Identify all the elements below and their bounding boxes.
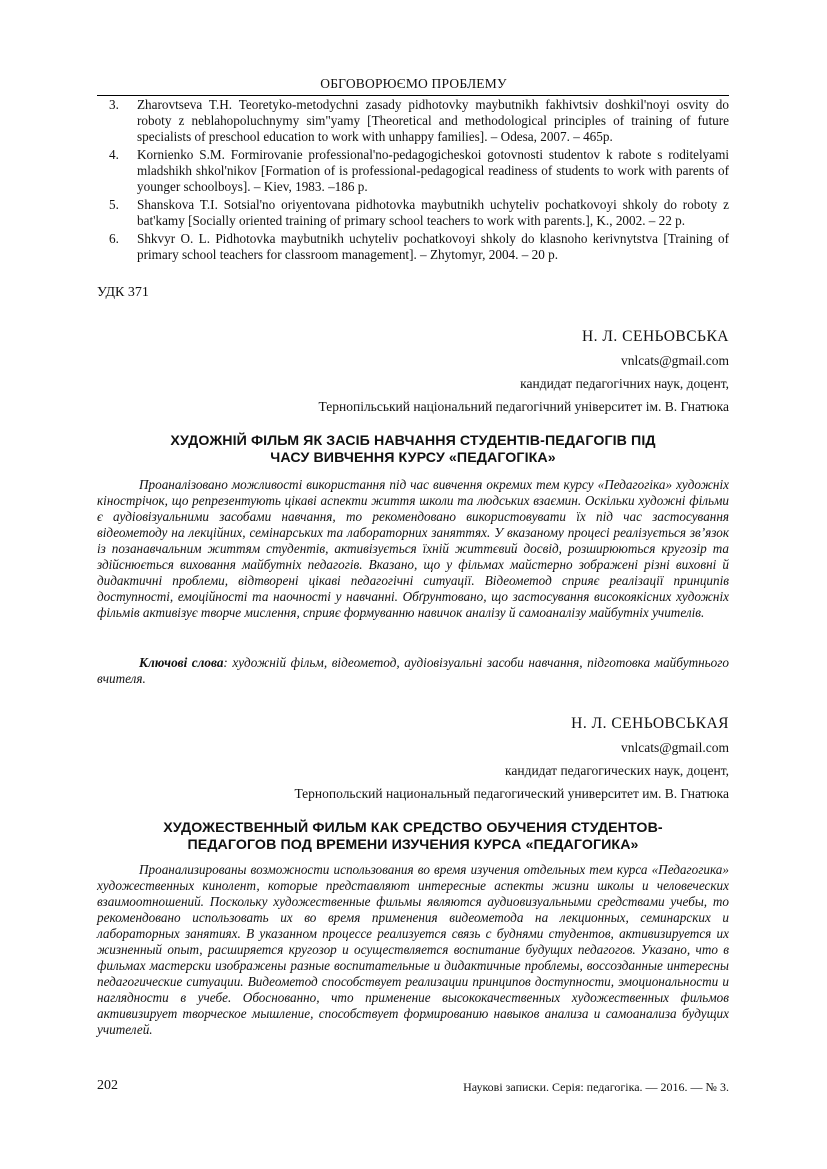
author-affiliation: Тернопольский национальный педагогический университет им. В. Гнатюка bbox=[294, 786, 729, 801]
author-block-ua bbox=[97, 328, 729, 422]
running-header: ОБГОВОРЮЄМО ПРОБЛЕМУ bbox=[320, 76, 507, 91]
journal-footer: Наукові записки. Серія: педагогіка. — 2016. — № 3. bbox=[463, 1080, 729, 1094]
article-title-ua bbox=[97, 433, 729, 467]
reference-text: Shkvyr O. L. Pidhotovka maybutnikh uchyteliv pochatkovoyi shkoly do klasnoho kerivnytstva [Training of primary school teachers for classroom management]. – Zhytomyr, 2004. – 20 p. bbox=[137, 231, 729, 262]
abstract-ru: Проанализированы возможности использования во время изучения отдельных тем курса «Педагогика» художественных кинолент, которые представляют интересные аспекты жизни школы и человеческих взаимоотношений. Поскольку художественные фильмы являются аудиовизуальными средствами учебы, то рекомендовано использовать их во время применения видеометода на лекционных, семинарских и лабораторных занятиях. В указанном процессе реализуется связь с буднями студентов, активизируется их жизненный опыт, расширяется кругозор и осуществляется воспитание будущих педагогов. Указано, что в фильмах мастерски изображены разные воспитательные и дидактичные проблемы, воссозданные интересны педагогические ситуации. Видеометод способствует реализации принципов доступности, эмоциональности и наглядности в учебе. Обоснованно, что применение высококачественных художественных фильмов активизирует творческое мышление, способствует формированию навыков анализа и самоанализа будущих учителей. bbox=[97, 862, 729, 1037]
header-rule bbox=[97, 95, 729, 96]
title-line: ХУДОЖНІЙ ФІЛЬМ ЯК ЗАСІБ НАВЧАННЯ СТУДЕНТІВ-ПЕДАГОГІВ ПІД bbox=[170, 433, 656, 449]
author-name: Н. Л. СЕНЬОВСЬКА bbox=[581, 328, 729, 345]
author-block-ru bbox=[97, 715, 729, 809]
article-title-ru bbox=[97, 820, 729, 854]
abstract-ua: Проаналізовано можливості використання під час вивчення окремих тем курсу «Педагогіка» художніх кінострічок, що репрезентують цікаві аспекти життя школи та людських взаємин. Оскільки художні фільми є аудіовізуальними засобами навчання, то рекомендовано використовувати їх під час застосування відеометоду на лекційних, семінарських та лабораторних заняттях. У вказаному процесі реалізується зв’язок із позанавчальним життям студентів, активізується їхній життєвий досвід, розширюються кругозір та здійснюється виховання майбутніх педагогів. Вказано, що у фільмах майстерно зображені різні виховні й дидактичні проблеми, відтворені цікаві педагогічні ситуації. Відеометод сприяє реалізації принципів доступності, емоційності та наочності у навчанні. Обґрунтовано, що застосування високоякісних художніх фільмів активізує творче мислення, сприяє формуванню навичок аналізу й самоаналізу майбутніх учителів. bbox=[97, 477, 729, 620]
keywords-ua bbox=[97, 655, 729, 687]
udc-code: УДК 371 bbox=[97, 285, 149, 300]
title-line: ПЕДАГОГОВ ПОД ВРЕМЕНИ ИЗУЧЕНИЯ КУРСА «ПЕДАГОГИКА» bbox=[187, 837, 639, 853]
reference-item bbox=[97, 197, 729, 229]
keywords-label: Ключові слова bbox=[139, 655, 224, 670]
reference-number: 4. bbox=[109, 147, 119, 162]
reference-number: 3. bbox=[109, 97, 119, 112]
reference-item bbox=[97, 97, 729, 145]
author-degree: кандидат педагогических наук, доцент, bbox=[505, 763, 729, 778]
reference-item bbox=[97, 231, 729, 263]
author-degree: кандидат педагогічних наук, доцент, bbox=[520, 376, 729, 391]
reference-number: 5. bbox=[109, 197, 119, 212]
author-email: vnlcats@gmail.com bbox=[620, 353, 729, 368]
page-number: 202 bbox=[97, 1078, 118, 1093]
reference-item bbox=[97, 147, 729, 195]
reference-number: 6. bbox=[109, 231, 119, 246]
reference-text: Kornienko S.M. Formirovanie professional'no-pedagogicheskoi gotovnosti studentov k rabote s roditelyami mladshikh shkol'nikov [Formation of is professional-pedagogical readiness of students to work with parents of younger schoolboys]. – Kiev, 1983. –186 p. bbox=[137, 147, 729, 194]
title-line: ЧАСУ ВИВЧЕННЯ КУРСУ «ПЕДАГОГІКА» bbox=[270, 450, 556, 466]
author-affiliation: Тернопільський національний педагогічний університет ім. В. Гнатюка bbox=[318, 399, 729, 414]
reference-text: Zharovtseva T.H. Teoretyko-metodychni zasady pidhotovky maybutnikh fakhivtsiv doshkil'noyi osvity do roboty z neblahopoluchnymy sim"yamy [Theoretical and methodological principles of training of future specialists of preschool education to work with unhappy families]. – Odesa, 2007. – 465p. bbox=[137, 97, 729, 144]
keywords-text: : художній фільм, відеометод, аудіовізуальні засоби навчання, підготовка майбутнього вчителя. bbox=[97, 655, 729, 686]
reference-text: Shanskova T.I. Sotsial'no oriyentovana pidhotovka maybutnikh uchyteliv pochatkovoyi shkoly do roboty z bat'kamy [Socially oriented training of primary school teachers to work with parents.], K., 2002. – 22 p. bbox=[137, 197, 729, 228]
title-line: ХУДОЖЕСТВЕННЫЙ ФИЛЬМ КАК СРЕДСТВО ОБУЧЕНИЯ СТУДЕНТОВ- bbox=[163, 820, 663, 836]
author-email: vnlcats@gmail.com bbox=[620, 740, 729, 755]
reference-list bbox=[97, 97, 729, 265]
author-name: Н. Л. СЕНЬОВСЬКАЯ bbox=[571, 715, 729, 732]
